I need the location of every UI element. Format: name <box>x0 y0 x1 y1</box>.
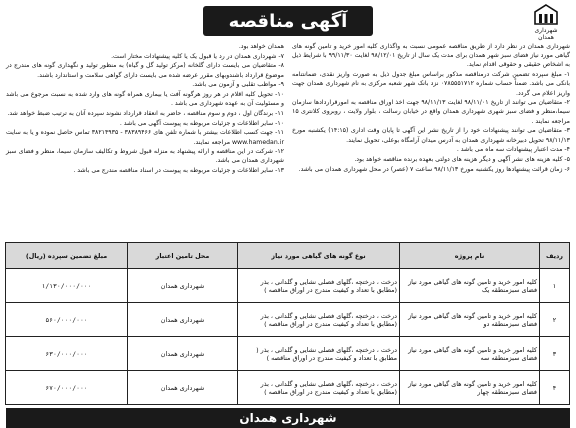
municipality-emblem-icon <box>533 4 559 26</box>
projects-table-wrap <box>6 242 570 405</box>
row-number: ۲ <box>540 303 570 337</box>
paragraph: ۱۲- شرکت در این مناقصه و ارائه پیشنهاد به منزله قبول شروط و تکالیف سازمان سیما، منظر و فضای سبز شهرداری همدان می باشد. <box>6 148 284 165</box>
project-name: کلیه امور خرید و تامین گونه های گیاهی مورد نیاز فضای سبزمنطقه سه <box>400 337 540 371</box>
paragraph: ۹- مواظب تقلبی و آزمون می باشد. <box>192 81 284 89</box>
row-number: ۳ <box>540 337 570 371</box>
logo-caption: شهرداری همدان <box>534 27 558 41</box>
paragraph: ۱۰- تحویل کلیه اقلام در هر روز هرگونه آفت یا بیماری همراه گونه های وارد شده به نسبت مرجوع می باشد و مسئولیت آن به عهده شهرداری می باشد . <box>6 91 284 108</box>
municipality-logo <box>526 4 566 41</box>
paragraph: ۱۳- سایر اطلاعات و جزئیات مربوطه به پیوست در اسناد مناقصه مندرج می باشد . <box>73 167 284 175</box>
funding-source: شهرداری همدان <box>128 371 238 405</box>
column-header: نام پروژه <box>400 243 540 269</box>
table-row <box>6 269 570 303</box>
left-column <box>6 42 284 238</box>
paragraph: ۴- مدت اعتبار پیشنهادات سه ماه می باشد . <box>456 146 570 154</box>
project-name: کلیه امور خرید و تامین گونه های گیاهی مورد نیاز فضای سبزمنطقه دو <box>400 303 540 337</box>
plant-types: درخت ، درختچه ،گلهای فصلی نشایی و گلدانی ، بذر ( مطابق با تعداد و کیفیت مندرج در اوراق مناقصه ) <box>238 337 400 371</box>
notice-header <box>6 4 570 40</box>
column-header: نوع گونه های گیاهی مورد نیاز <box>238 243 400 269</box>
paragraph: همدان خواهد بود. <box>238 43 284 50</box>
table-row <box>6 371 570 405</box>
project-name: کلیه امور خرید و تامین گونه های گیاهی مورد نیاز فضای سبزمنطقه یک <box>400 269 540 303</box>
paragraph: ۱- مبلغ سپرده تضمین شرکت درمناقصه مذکور براساس مبلغ جدول ذیل به صورت واریز نقدی، ضمانتنامه بانکی می باشد. ضمناً حساب شماره ۰۷۸۵۵۵۱۷۱۲ نزد بانک شهر شعبه مرکزی به نام شهرداری همدان جهت واریز اعلام می گردد. <box>292 71 571 97</box>
footer-banner: شهرداری همدان <box>6 408 570 428</box>
paragraph: ۱۰- سایر اطلاعات و جزئیات مربوطه به پیوست آگهی می باشد . <box>119 119 284 127</box>
paragraph: ۶- زمان قرائت پیشنهادها روز یکشنبه مورخ ۹۸/۱۱/۱۳ ساعت ۷ (عصر) در محل شهرداری همدان می باشد. <box>298 165 570 173</box>
column-header: ردیف <box>540 243 570 269</box>
deposit-amount: ۵۶۰/۰۰۰/۰۰۰ <box>6 303 128 337</box>
project-name: کلیه امور خرید و تامین گونه های گیاهی مورد نیاز فضای سبزمنطقه چهار <box>400 371 540 405</box>
column-header: محل تامین اعتبار <box>128 243 238 269</box>
table-header-row <box>6 243 570 269</box>
funding-source: شهرداری همدان <box>128 269 238 303</box>
column-header: مبلغ تضمین سپرده (ریال) <box>6 243 128 269</box>
row-number: ۱ <box>540 269 570 303</box>
funding-source: شهرداری همدان <box>128 337 238 371</box>
row-number: ۴ <box>540 371 570 405</box>
table-row <box>6 337 570 371</box>
deposit-amount: ۶۷۰/۰۰۰/۰۰۰ <box>6 371 128 405</box>
paragraph: ۱۱- برندگان اول ، دوم و سوم مناقصه ، حاضر به انعقاد قرارداد نشوند سپرده آنان به ترتیب ضبط خواهد شد. <box>7 109 284 117</box>
paragraph: ۱۱- جهت کسب اطلاعات بیشتر با شماره تلفن های ۳۸۳۸۹۴۶۶ - ۳۸۲۱۴۹۳۵ تماس حاصل نموده و یا به سایت www.hamedan.ir مراجعه نمایند. <box>6 129 284 146</box>
plant-types: درخت ، درختچه ،گلهای فصلی نشایی و گلدانی ، بذر (مطابق با تعداد و کیفیت مندرج در اوراق مناقصه ) <box>238 371 400 405</box>
paragraph: ۵- کلیه هزینه های نشر آگهی و دیگر هزینه های دولتی بعهده برنده مناقصه خواهد بود. <box>354 155 570 163</box>
plant-types: درخت ، درختچه ،گلهای فصلی نشایی و گلدانی ، بذر (مطابق با تعداد و کیفیت مندرج در اوراق مناقصه ) <box>238 269 400 303</box>
projects-table <box>5 242 570 405</box>
notice-body <box>6 42 570 238</box>
right-column <box>292 42 570 238</box>
paragraph: شهرداری همدان در نظر دارد از طریق مناقصه عمومی نسبت به واگذاری کلیه امور خرید و تامین گونه های گیاهی مورد نیاز فضای سبز شهر همدان برای مدت یک سال از تاریخ ۹۸/۱۲/۰۱ لغایت ۹۹/۱۱/۳۰ با شرایط ذیل به اشخاص حقیقی و حقوقی اقدام نماید. <box>292 43 570 69</box>
deposit-amount: ۱/۱۳۰/۰۰۰/۰۰۰ <box>6 269 128 303</box>
paragraph: ۲- متقاضیان می توانند از تاریخ ۹۸/۱۱/۰۱ لغایت ۹۸/۱۱/۱۳ جهت اخذ اوراق مناقصه به امورقراردادها سازمان سیما،منظر و فضای سبز شهری شهرداری همدان واقع در خیابان رسالت ، بلوار ولایت ، روبروی کلانتری ۱۵ مراجعه نمایند . <box>292 99 570 125</box>
paragraph: ۳- متقاضیان می توانند پیشنهادات خود را از تاریخ نشر این آگهی تا پایان وقت اداری (۱۴:۱۵) یکشنبه مورخ ۹۸/۱۱/۱۳ تحویل دبیرخانه شهرداری همدان به آدرس میدان آرامگاه بوعلی، تحویل نمایند. <box>292 127 570 144</box>
table-row <box>6 303 570 337</box>
notice-title: آگهی مناقصه <box>203 6 373 36</box>
plant-types: درخت ، درختچه ،گلهای فصلی نشایی و گلدانی ، بذر (مطابق با تعداد و کیفیت مندرج در اوراق مناقصه ) <box>238 303 400 337</box>
funding-source: شهرداری همدان <box>128 303 238 337</box>
deposit-amount: ۶۳۰/۰۰۰/۰۰۰ <box>6 337 128 371</box>
paragraph: ۸- متقاضیان می بایست دارای گلخانه (مرکز تولید گل و گیاه) به منظور تولید و نگهداری گونه های مندرج در موضوع قرارداد باشندوبهای مقرر عرضه شده می بایست دارای گواهی سلامت و استاندارد باشند. <box>6 62 284 79</box>
paragraph: ۷- شهرداری همدان در رد یا قبول یک یا کلیه پیشنهادات مختار است. <box>111 52 284 60</box>
